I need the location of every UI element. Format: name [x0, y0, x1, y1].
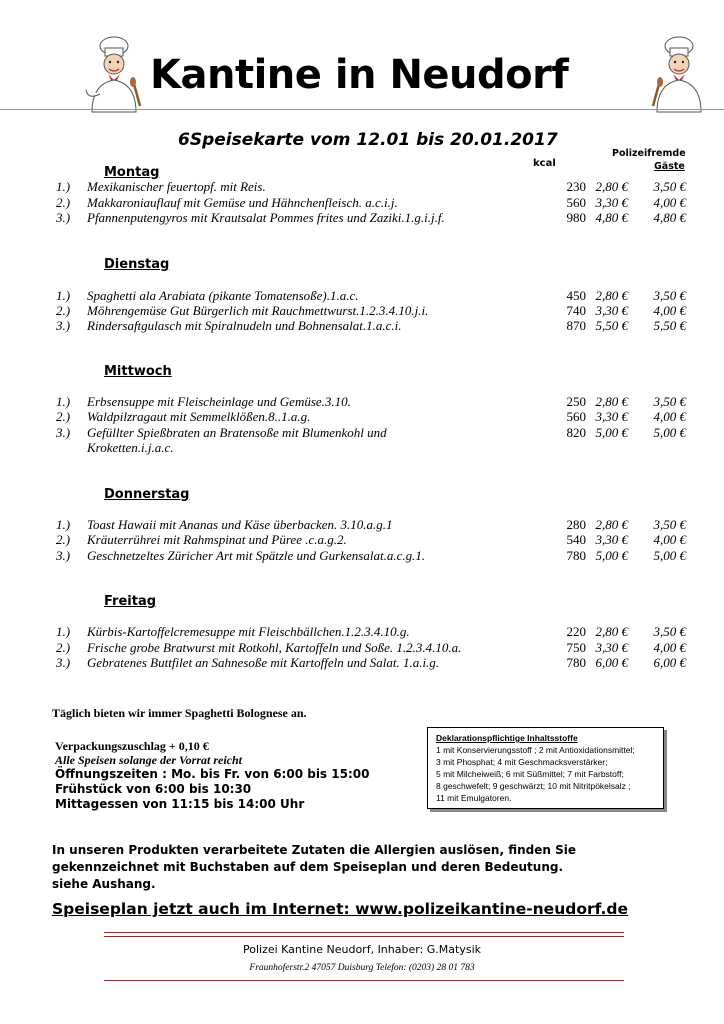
allergy-notice [52, 842, 652, 893]
dish-name: Erbsensuppe mit Fleischeinlage und Gemüse.3.10. [87, 394, 351, 409]
dish-name: Pfannenputengyros mit Krautsalat Pommes frites und Zaziki.1.g.i.j.f. [87, 210, 445, 225]
menu-item-row: 3.) Pfannenputengyros mit Krautsalat Pommes frites und Zaziki.1.g.i.j.f. 980 4,80 € 4,80 € [56, 210, 686, 225]
dish-name: Geschnetzeltes Züricher Art mit Spätzle und Gurkensalat.a.c.g.1. [87, 548, 426, 563]
day-heading: Dienstag [104, 257, 170, 272]
stock-note: Alle Speisen solange der Vorrat reicht [55, 753, 243, 767]
dish-name: Gebratenes Buttfilet an Sahnesoße mit Kartoffeln und Salat. 1.a.i.g. [87, 655, 440, 670]
dish-name: Mexikanischer feuertopf. mit Reis. [87, 179, 266, 194]
footer-divider [104, 932, 624, 933]
menu-item-row: 2.) Möhrengemüse Gut Bürgerlich mit Rauchmettwurst.1.2.3.4.10.j.i. 740 3,30 € 4,00 € [56, 303, 686, 318]
chef-illustration-right [643, 34, 713, 114]
dish-name: Frische grobe Bratwurst mit Rotkohl, Kartoffeln und Soße. 1.2.3.4.10.a. [87, 640, 462, 655]
footer-owner: Polizei Kantine Neudorf, Inhaber: G.Matysik [242, 943, 482, 956]
dish-name: Gefüllter Spießbraten an Bratensoße mit Blumenkohl und [87, 425, 387, 440]
menu-item-row: 1.) Erbsensuppe mit Fleischeinlage und Gemüse.3.10. 250 2,80 € 3,50 € [56, 394, 686, 409]
dish-name: Kräuterrührei mit Rahmspinat und Püree .c.a.g.2. [87, 532, 347, 547]
dish-name: Toast Hawaii mit Ananas und Käse überbacken. 3.10.a.g.1 [87, 517, 393, 532]
chef-illustration-left [78, 34, 148, 114]
declaration-box [427, 727, 664, 809]
day-heading: Mittwoch [104, 364, 172, 379]
page-title: Kantine in Neudorf [150, 52, 569, 98]
menu-item-row: 3.) Rindersaftgulasch mit Spiralnudeln und Bohnensalat.1.a.c.i. 870 5,50 € 5,50 € [56, 318, 686, 333]
menu-item-row: 3.) Gebratenes Buttfilet an Sahnesoße mit Kartoffeln und Salat. 1.a.i.g. 780 6,00 € 6,00 € [56, 655, 686, 670]
menu-item-row: 1.) Mexikanischer feuertopf. mit Reis. 230 2,80 € 3,50 € [56, 179, 686, 194]
footer-divider [104, 936, 624, 937]
column-header-polizeifremde: Polizeifremde [612, 148, 686, 159]
menu-item-row: 2.) Makkaroniauflauf mit Gemüse und Hähnchenfleisch. a.c.i.j. 560 3,30 € 4,00 € [56, 195, 686, 210]
menu-item-row: 3.) Geschnetzeltes Züricher Art mit Spätzle und Gurkensalat.a.c.g.1. 780 5,00 € 5,00 € [56, 548, 686, 563]
allergy-line: siehe Aushang. [52, 877, 156, 891]
column-header-gaeste: Gäste [654, 161, 685, 172]
declaration-heading: Deklarationspflichtige Inhaltsstoffe [436, 733, 578, 743]
packaging-surcharge: Verpackungszuschlag + 0,10 € [55, 739, 209, 753]
menu-item-row: 1.) Spaghetti ala Arabiata (pikante Tomatensoße).1.a.c. 450 2,80 € 3,50 € [56, 288, 686, 303]
declaration-line: 5 mit Milcheiweiß; 6 mit Süßmittel; 7 mit Farbstoff; [436, 769, 624, 779]
header-divider [0, 109, 724, 110]
declaration-line: 3 mit Phosphat; 4 mit Geschmacksverstärker; [436, 757, 608, 767]
menu-item-row: 1.) Kürbis-Kartoffelcremesuppe mit Fleischbällchen.1.2.3.4.10.g. 220 2,80 € 3,50 € [56, 624, 686, 639]
dish-name: Makkaroniauflauf mit Gemüse und Hähnchenfleisch. a.c.i.j. [87, 195, 398, 210]
lunch-hours: Mittagessen von 11:15 bis 14:00 Uhr [55, 797, 305, 811]
daily-offer-note: Täglich bieten wir immer Spaghetti Bolognese an. [52, 706, 307, 720]
column-header-kcal: kcal [533, 158, 556, 169]
declaration-line: 8 geschwefelt; 9 geschwärzt; 10 mit Nitritpökelsalz ; [436, 781, 631, 791]
dish-name: Rindersaftgulasch mit Spiralnudeln und Bohnensalat.1.a.c.i. [87, 318, 402, 333]
menu-item-row: 2.) Kräuterrührei mit Rahmspinat und Püree .c.a.g.2. 540 3,30 € 4,00 € [56, 532, 686, 547]
declaration-line: 1 mit Konservierungsstoff ; 2 mit Antioxidationsmittel; [436, 745, 635, 755]
website-link[interactable]: Speiseplan jetzt auch im Internet: www.polizeikantine-neudorf.de [52, 900, 629, 918]
dish-name: Waldpilzragaut mit Semmelklößen.8..1.a.g. [87, 409, 311, 424]
breakfast-hours: Frühstück von 6:00 bis 10:30 [55, 782, 252, 796]
day-heading: Montag [104, 165, 160, 180]
menu-heading: 6Speisekarte vom 12.01 bis 20.01.2017 [178, 130, 558, 150]
menu-item-row: 2.) Waldpilzragaut mit Semmelklößen.8..1.a.g. 560 3,30 € 4,00 € [56, 409, 686, 424]
declaration-line: 11 mit Emulgatoren. [436, 793, 512, 803]
allergy-line: In unseren Produkten verarbeitete Zutaten die Allergien auslösen, finden Sie [52, 843, 576, 857]
menu-item-row: 2.) Frische grobe Bratwurst mit Rotkohl, Kartoffeln und Soße. 1.2.3.4.10.a. 750 3,30 € 4,00 € [56, 640, 686, 655]
dish-name: Spaghetti ala Arabiata (pikante Tomatensoße).1.a.c. [87, 288, 359, 303]
menu-item-row: 1.) Toast Hawaii mit Ananas und Käse überbacken. 3.10.a.g.1 280 2,80 € 3,50 € [56, 517, 686, 532]
footer-address: Fraunhoferstr.2 47057 Duisburg Telefon: (0203) 28 01 783 [249, 963, 475, 973]
footer-divider [104, 980, 624, 981]
allergy-line: gekennzeichnet mit Buchstaben auf dem Speiseplan und deren Bedeutung. [52, 860, 564, 874]
dish-name: Möhrengemüse Gut Bürgerlich mit Rauchmettwurst.1.2.3.4.10.j.i. [87, 303, 429, 318]
opening-hours: Öffnungszeiten : Mo. bis Fr. von 6:00 bis 15:00 [55, 767, 370, 781]
dish-continuation: Kroketten.i.j.a.c. [87, 440, 174, 455]
dish-name: Kürbis-Kartoffelcremesuppe mit Fleischbällchen.1.2.3.4.10.g. [87, 624, 410, 639]
day-heading: Freitag [104, 594, 157, 609]
day-heading: Donnerstag [104, 487, 190, 502]
menu-item-row: 3.) Gefüllter Spießbraten an Bratensoße mit Blumenkohl und 820 5,00 € 5,00 € [56, 425, 686, 440]
